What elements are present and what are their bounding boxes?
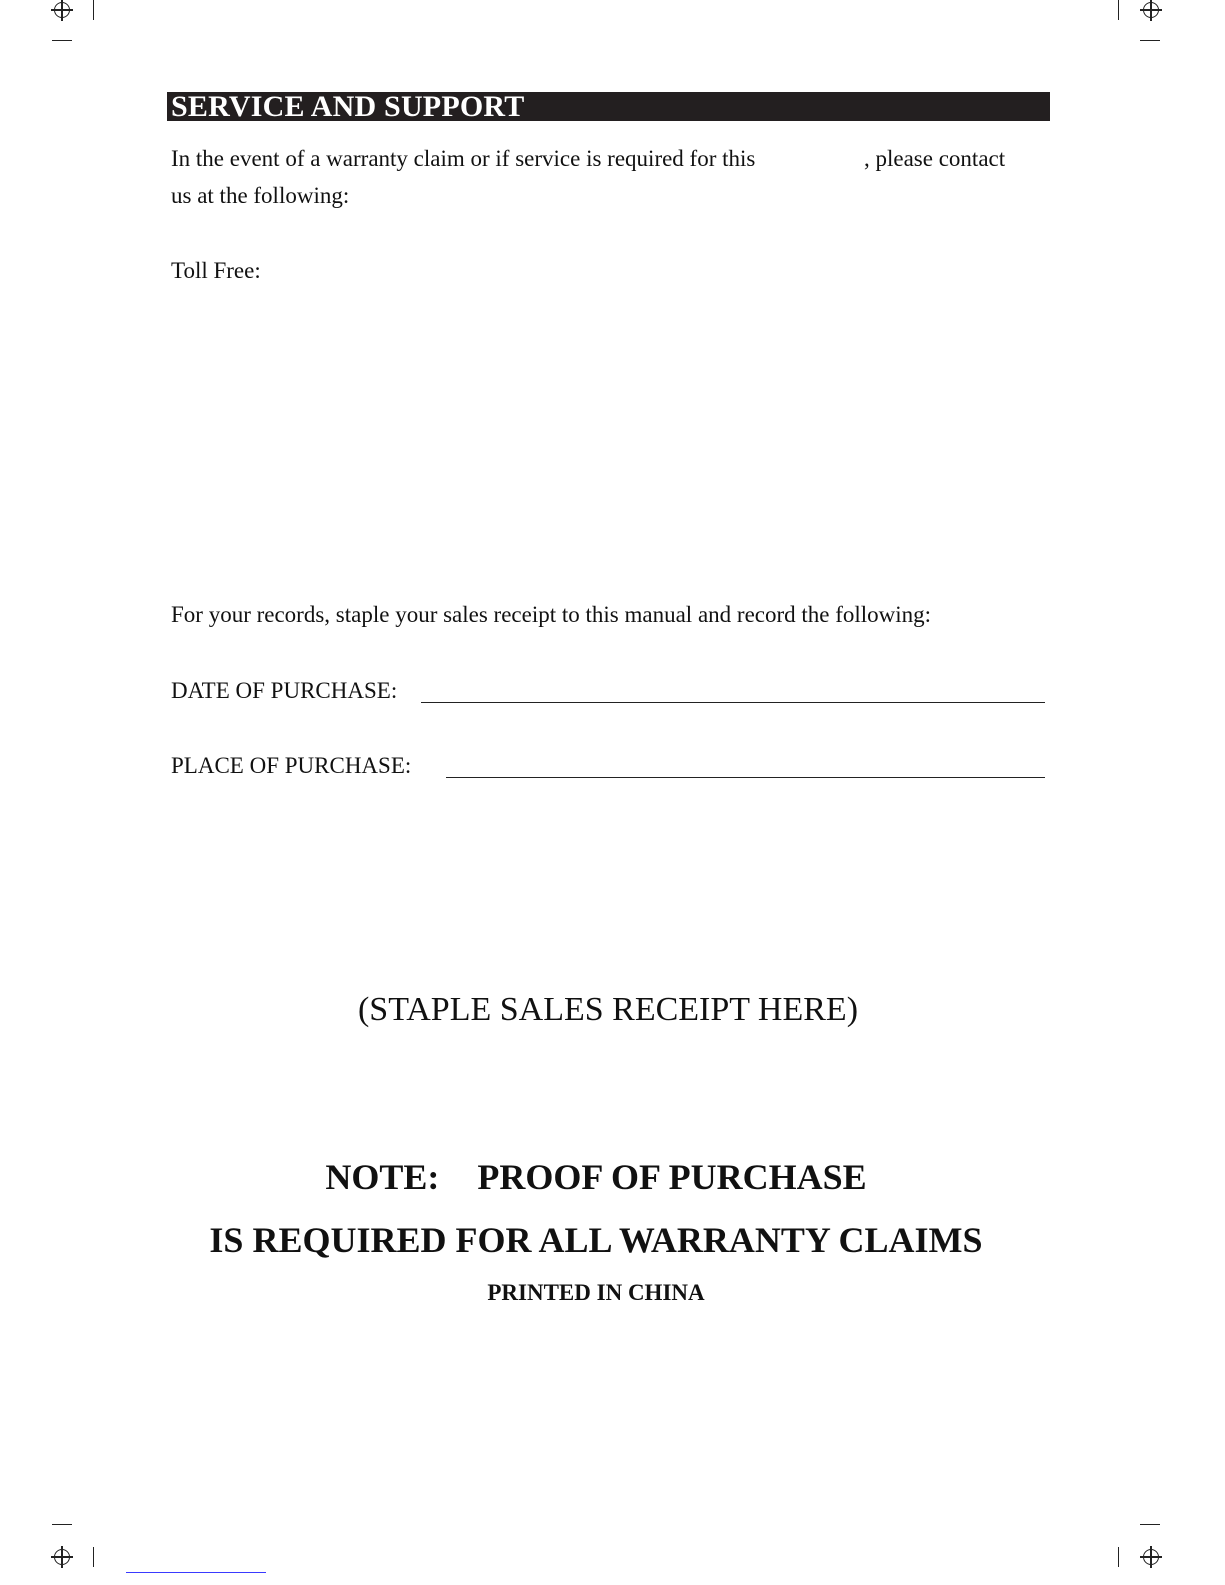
crop-mark-top-left-horizontal	[52, 40, 72, 41]
note-line-1	[0, 1155, 1192, 1199]
note-label: NOTE:	[325, 1157, 440, 1197]
bottom-edge-rule	[126, 1572, 266, 1573]
crop-mark-top-left-vertical	[93, 0, 94, 20]
section-title: SERVICE AND SUPPORT	[171, 90, 525, 123]
crop-mark-bottom-right-vertical	[1118, 1547, 1119, 1567]
note-line-2: IS REQUIRED FOR ALL WARRANTY CLAIMS	[209, 1220, 983, 1260]
crop-mark-bottom-left-horizontal	[52, 1524, 72, 1525]
crop-mark-top-right-horizontal	[1140, 40, 1160, 41]
crop-mark-bottom-left-vertical	[93, 1547, 94, 1567]
crop-mark-top-right-vertical	[1118, 0, 1119, 20]
note-proof-of-purchase: PROOF OF PURCHASE	[477, 1157, 867, 1197]
printed-in-label: PRINTED IN CHINA	[487, 1280, 705, 1305]
registration-mark-bottom-left	[54, 1549, 70, 1565]
staple-receipt-placeholder: (STAPLE SALES RECEIPT HERE)	[357, 991, 859, 1028]
place-of-purchase-field[interactable]	[171, 751, 411, 781]
date-of-purchase-field[interactable]	[171, 676, 397, 706]
registration-mark-top-left	[54, 2, 70, 18]
crop-mark-bottom-right-horizontal	[1140, 1524, 1160, 1525]
registration-mark-top-right	[1143, 2, 1159, 18]
intro-text-part-2: , please contact	[864, 146, 1006, 171]
date-of-purchase-underline[interactable]	[421, 702, 1045, 703]
section-header	[167, 92, 1050, 121]
toll-free-label: Toll Free:	[171, 258, 261, 283]
date-of-purchase-label: DATE OF PURCHASE:	[171, 678, 398, 703]
intro-paragraph-line-2: us at the following:	[171, 183, 350, 208]
place-of-purchase-underline[interactable]	[446, 777, 1045, 778]
records-instruction: For your records, staple your sales receipt to this manual and record the following:	[171, 602, 932, 627]
registration-mark-bottom-right	[1143, 1549, 1159, 1565]
intro-paragraph-line-1	[171, 140, 1031, 178]
intro-text-part-1: In the event of a warranty claim or if service is required for this	[171, 146, 756, 171]
place-of-purchase-label: PLACE OF PURCHASE:	[171, 753, 412, 778]
